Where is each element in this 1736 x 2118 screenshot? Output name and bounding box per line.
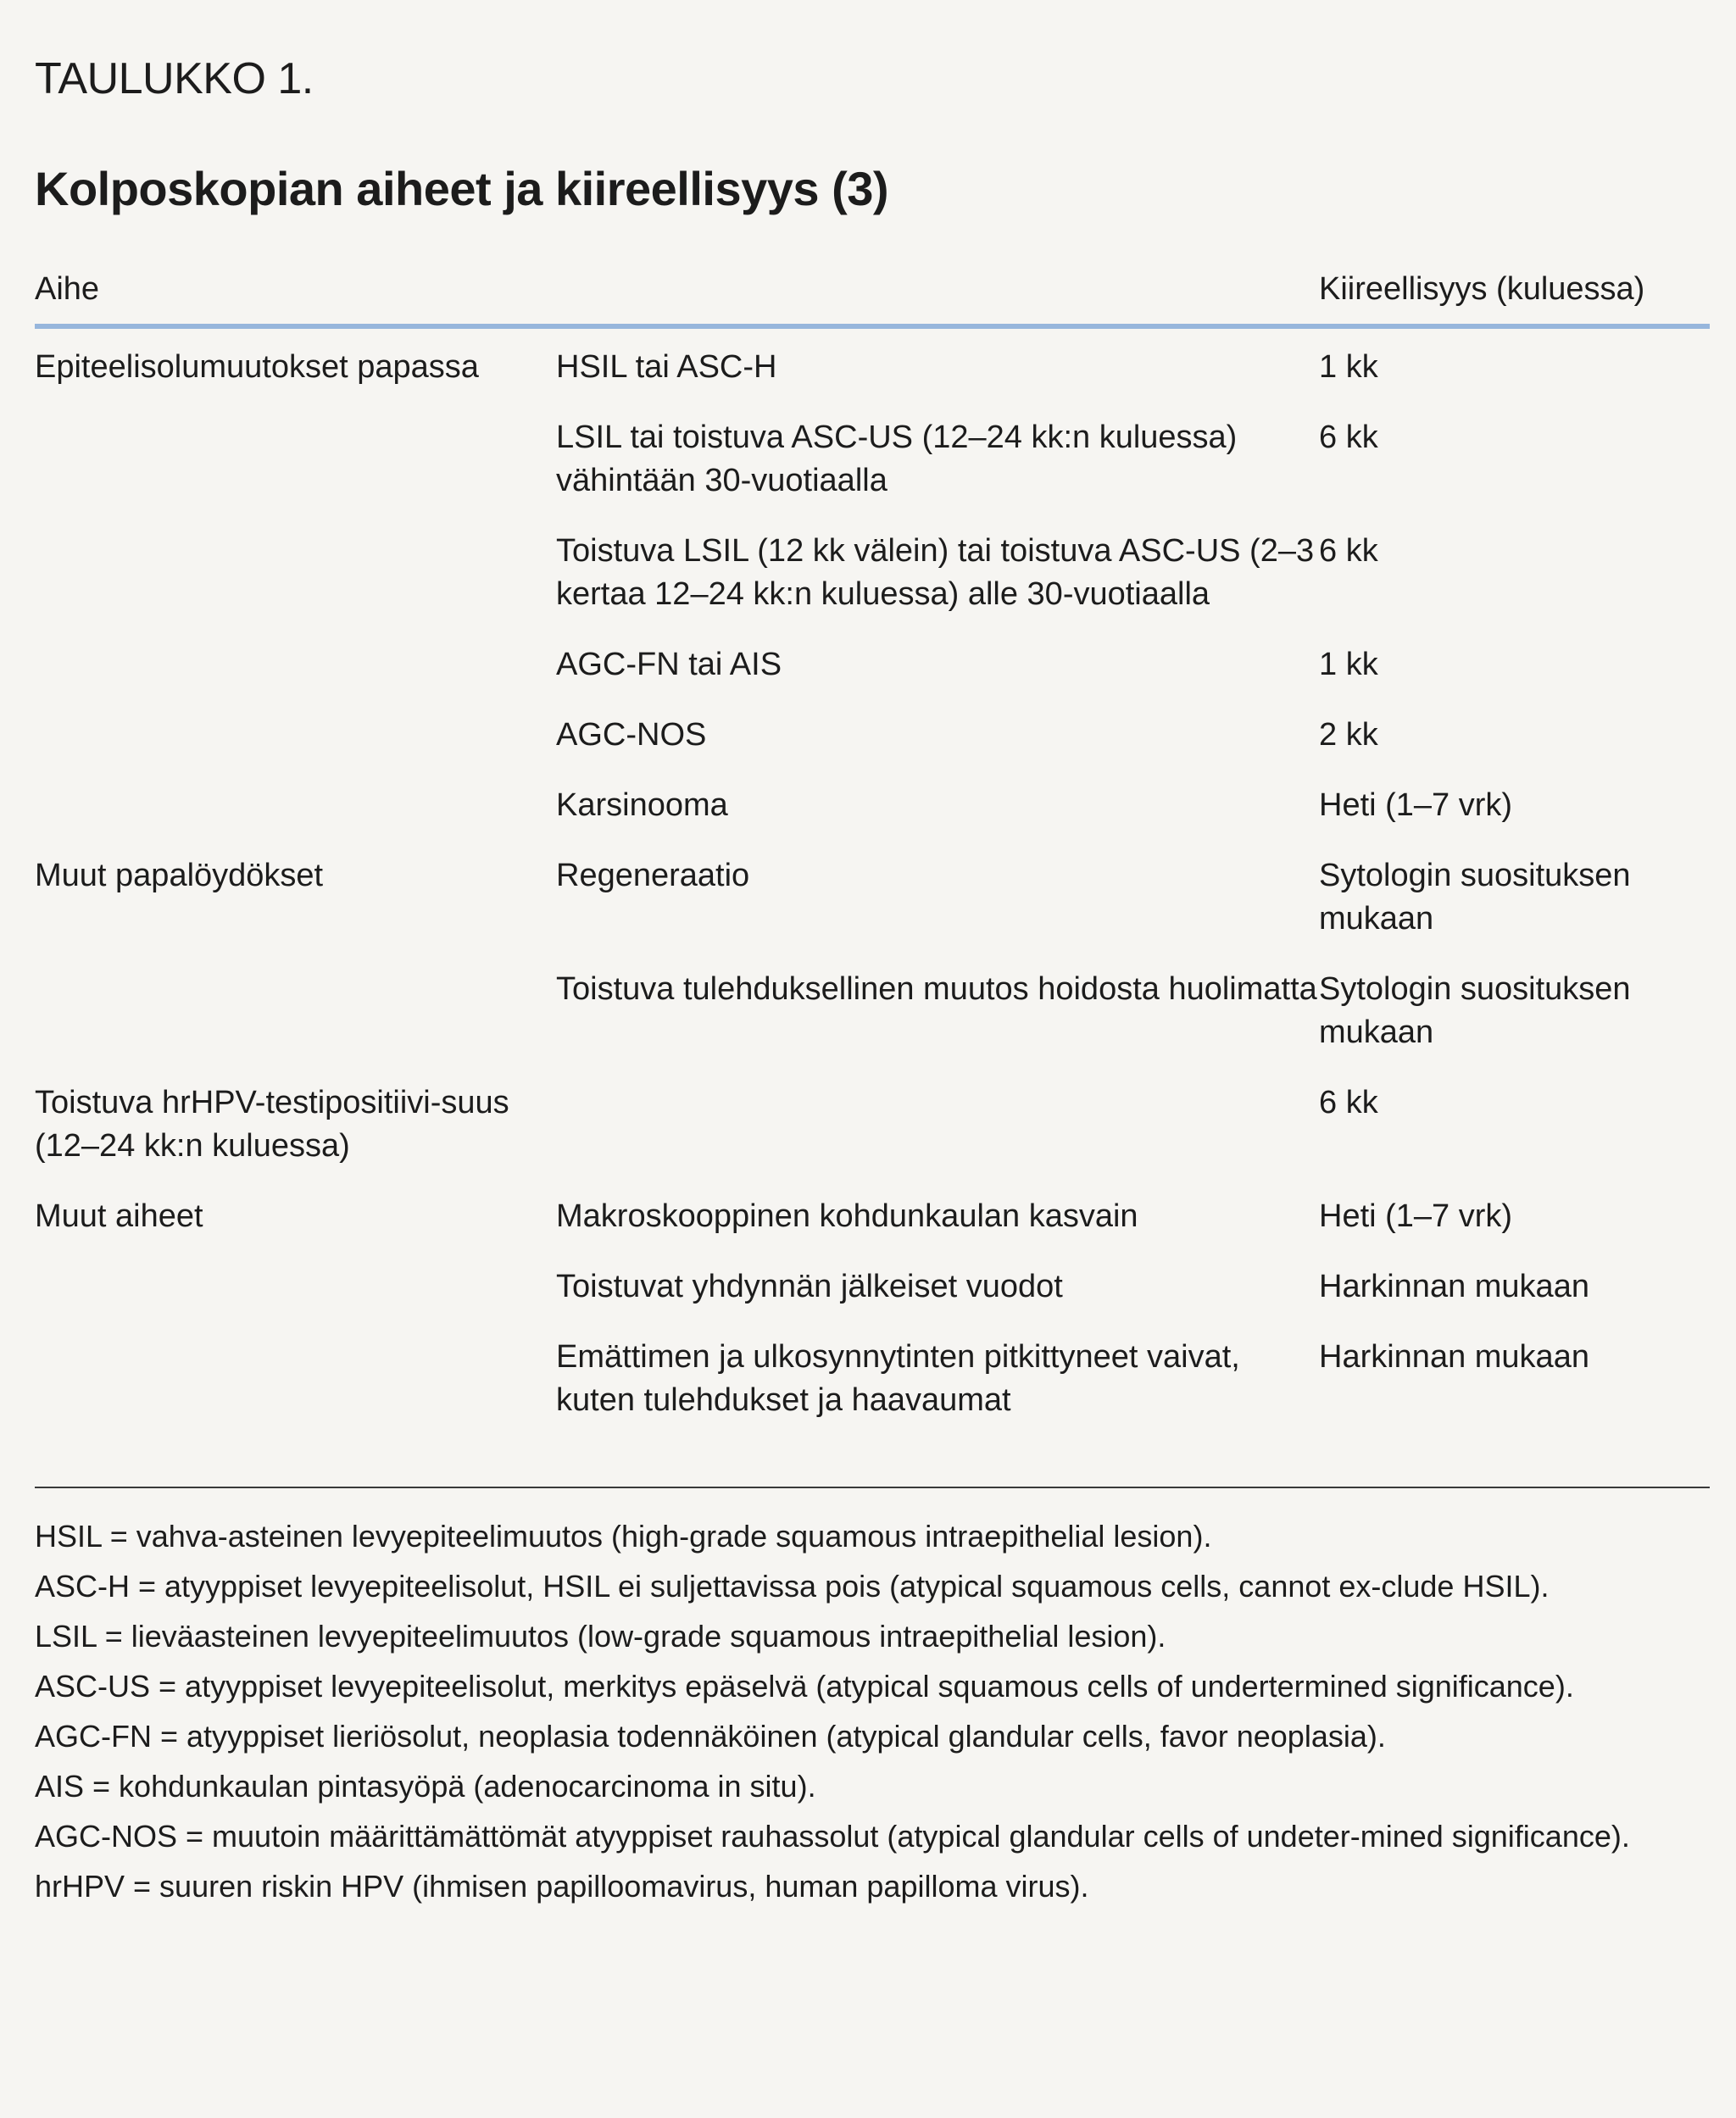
cell-urgency: 6 kk [1319, 420, 1378, 455]
cell-urgency: 6 kk [1319, 1085, 1378, 1120]
cell-detail: AGC-FN tai AIS [556, 647, 782, 682]
footnote: AGC-NOS = muutoin määrittämättömät atyyppiset rauhassolut (atypical glandular cells of undeter-mined significance). [35, 1819, 1630, 1854]
footer-divider [35, 1487, 1710, 1488]
cell-urgency: Sytologin suosituksen mukaan [1319, 971, 1631, 1050]
header-divider [35, 324, 1710, 329]
table-row [35, 1195, 1710, 1238]
table-row [35, 346, 1710, 389]
cell-urgency: Heti (1–7 vrk) [1319, 787, 1513, 823]
footnote: LSIL = lieväasteinen levyepiteelimuutos (low-grade squamous intraepithelial lesion). [35, 1619, 1166, 1654]
cell-aihe [35, 416, 556, 503]
cell-detail: Toistuva tulehduksellinen muutos hoidosta huolimatta [556, 971, 1317, 1007]
cell-urgency: 6 kk [1319, 533, 1378, 569]
table-row [35, 714, 1710, 757]
cell-aihe [35, 530, 556, 616]
table-header [35, 268, 1710, 310]
cell-urgency: 1 kk [1319, 647, 1378, 682]
cell-aihe [35, 1336, 556, 1422]
cell-aihe: Toistuva hrHPV-testipositiivi-suus (12–24 kk:n kuluessa) [35, 1085, 509, 1164]
table-row [35, 530, 1710, 616]
table-row [35, 1081, 1710, 1168]
cell-detail: Toistuvat yhdynnän jälkeiset vuodot [556, 1269, 1063, 1304]
table-row [35, 1265, 1710, 1309]
header-kiireellisyys: Kiireellisyys (kuluessa) [1319, 271, 1645, 307]
footnote: AGC-FN = atyyppiset lieriösolut, neoplasia todennäköinen (atypical glandular cells, favor neoplasia). [35, 1719, 1386, 1754]
cell-urgency: 1 kk [1319, 349, 1378, 385]
cell-detail: LSIL tai toistuva ASC-US (12–24 kk:n kuluessa) vähintään 30-vuotiaalla [556, 420, 1238, 498]
cell-detail: Regeneraatio [556, 858, 750, 893]
cell-detail: HSIL tai ASC-H [556, 349, 777, 385]
footnote: HSIL = vahva-asteinen levyepiteelimuutos (high-grade squamous intraepithelial lesion). [35, 1519, 1212, 1554]
footnotes [35, 1515, 1710, 1915]
cell-detail: Karsinooma [556, 787, 728, 823]
header-aihe: Aihe [35, 271, 100, 307]
table-row [35, 1336, 1710, 1422]
footnote: hrHPV = suuren riskin HPV (ihmisen papilloomavirus, human papilloma virus). [35, 1869, 1089, 1904]
table-row [35, 643, 1710, 687]
cell-detail: Makroskooppinen kohdunkaulan kasvain [556, 1198, 1138, 1234]
footnote: ASC-H = atyyppiset levyepiteelisolut, HSIL ei suljettavissa pois (atypical squamous cells, cannot ex-clude HSIL). [35, 1569, 1550, 1604]
table-row [35, 784, 1710, 827]
table-row [35, 968, 1710, 1054]
footnote: AIS = kohdunkaulan pintasyöpä (adenocarcinoma in situ). [35, 1769, 816, 1804]
cell-aihe [35, 968, 556, 1054]
cell-aihe: Muut papalöydökset [35, 858, 324, 893]
cell-aihe: Muut aiheet [35, 1198, 203, 1234]
cell-detail [556, 1081, 1319, 1168]
table-title: Kolposkopian aiheet ja kiireellisyys (3) [35, 162, 889, 215]
cell-detail: Toistuva LSIL (12 kk välein) tai toistuva ASC-US (2–3 kertaa 12–24 kk:n kuluessa) alle 30-vuotiaalla [556, 533, 1315, 612]
cell-urgency: Sytologin suosituksen mukaan [1319, 858, 1631, 937]
cell-aihe [35, 784, 556, 827]
cell-aihe: Epiteelisolumuutokset papassa [35, 349, 479, 385]
cell-urgency: Heti (1–7 vrk) [1319, 1198, 1513, 1234]
footnote: ASC-US = atyyppiset levyepiteelisolut, merkitys epäselvä (atypical squamous cells of undertermined significance). [35, 1669, 1574, 1704]
cell-urgency: 2 kk [1319, 717, 1378, 753]
table-row [35, 854, 1710, 941]
cell-urgency: Harkinnan mukaan [1319, 1269, 1589, 1304]
cell-aihe [35, 643, 556, 687]
cell-detail: AGC-NOS [556, 717, 707, 753]
cell-aihe [35, 1265, 556, 1309]
cell-detail: Emättimen ja ulkosynnytinten pitkittyneet vaivat, kuten tulehdukset ja haavaumat [556, 1339, 1240, 1418]
cell-aihe [35, 714, 556, 757]
table-row [35, 416, 1710, 503]
table-label: TAULUKKO 1. [35, 54, 314, 103]
table-body [35, 346, 1710, 1449]
cell-urgency: Harkinnan mukaan [1319, 1339, 1589, 1375]
